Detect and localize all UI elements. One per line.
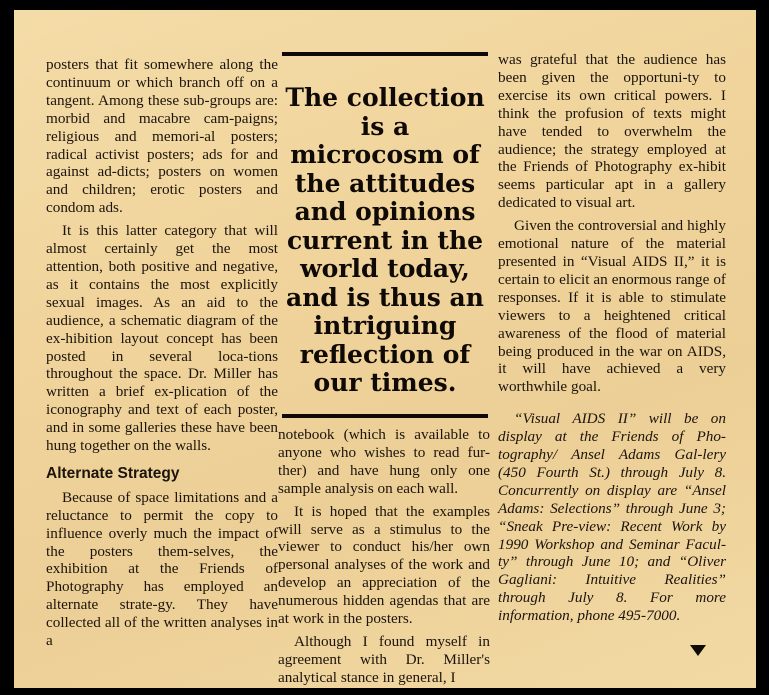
column-left	[46, 56, 278, 650]
column-middle-paragraph-1: notebook (which is available to anyone who wishes to read fur-ther) and have hung only one sample analysis on each wall.	[278, 426, 490, 497]
column-left-paragraph-3: Because of space limitations and a reluctance to permit the copy to influence overly much the impact of the posters them-selves, the exhibition at the Friends of Photography has employed an alternate strate-gy. They have collected all of the written analyses in a	[46, 488, 278, 650]
column-left-paragraph-1: posters that fit somewhere along the continuum or which branch off on a tangent. Among these sub-groups are: morbid and macabre cam-paigns; religious and memori-al posters; radical activist posters; ads for and against ad-dicts; posters on women and children; erotic posters and condom ads.	[46, 56, 278, 217]
newspaper-clipping	[14, 10, 756, 688]
subhead-alternate-strategy: Alternate Strategy	[46, 464, 180, 482]
pull-quote	[282, 52, 488, 418]
column-middle	[278, 426, 490, 687]
triangle-down-end-mark-icon	[690, 645, 706, 656]
column-right	[498, 51, 726, 625]
exhibition-info	[498, 410, 726, 625]
pull-quote-text: The collection is a microcosm of the attitudes and opinions current in the world today, and is thus an intriguing reflection of our times.	[285, 83, 485, 397]
column-middle-paragraph-3: Although I found myself in agreement with Dr. Miller's analytical stance in general, I	[278, 632, 490, 686]
column-left-paragraph-2: It is this latter category that will almost certainly get the most attention, both positive and negative, as it contains the most explicitly sexual images. As an aid to the audience, a schematic diagram of the ex-hibition layout concept has been posted in several loca-tions throughout the space. Dr. Miller has written a brief ex-plication of the iconography and text of each poster, and in some galleries these have been hung together on the walls.	[46, 222, 278, 455]
column-middle-paragraph-2: It is hoped that the examples will serve as a stimulus to the viewer to conduct his/her own personal analyses of the work and develop an appreciation of the numerous hidden agendas that are at work in the posters.	[278, 502, 490, 628]
column-right-paragraph-1: was grateful that the audience has been given the opportuni-ty to exercise its own critical powers. I think the profusion of texts might have tended to overwhelm the audience; the strategy employed at the Friends of Photography ex-hibit seems particular apt in a gallery dedicated to visual art.	[498, 51, 726, 212]
exhibition-info-text: “Visual AIDS II” will be on display at the Friends of Pho-tography/ Ansel Adams Gal-lery (450 Fourth St.) through July 8. Concurrently on display are “Ansel Adams: Selections” through June 3; “Sneak Pre-view: Recent Work by 1990 Workshop and Seminar Facul-ty” through June 10; and “Oliver Gagliani: Intuitive Realities” through July 8. For more information, phone 495-7000.	[498, 410, 726, 625]
column-right-paragraph-2: Given the controversial and highly emotional nature of the material presented in “Visual AIDS II,” it is certain to elicit an enormous range of responses. If it is able to stimulate viewers to a heightened critical awareness of the flood of material being produced in the war on AIDS, it will have achieved a very worthwhile goal.	[498, 217, 726, 396]
